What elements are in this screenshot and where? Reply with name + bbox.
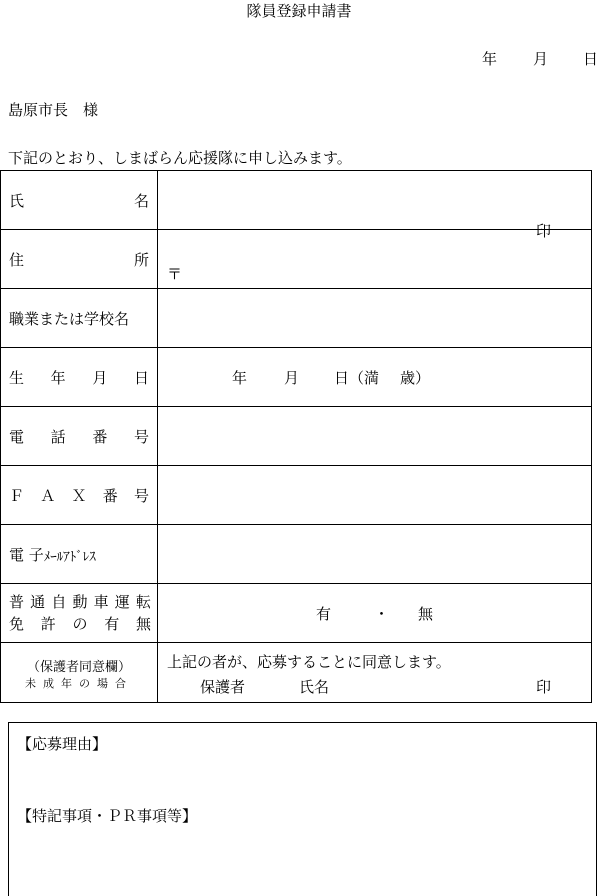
label-phone-char: 番 (92, 427, 108, 446)
field-occupation[interactable] (158, 289, 592, 348)
label-license-line1 (9, 591, 151, 613)
label-fax-char: Ｆ (9, 486, 25, 505)
label-license (1, 584, 158, 643)
label-occupation-text: 職業または学校名 (9, 309, 130, 328)
intro-text: 下記のとおり、しまばらん応援隊に申し込みます。 (8, 149, 352, 167)
label-license-char: 有 (104, 615, 120, 633)
label-license-char: の (72, 615, 88, 633)
label-address-b: 所 (133, 250, 149, 269)
birth-year-label: 年 (232, 368, 248, 387)
label-birth-char: 生 (9, 368, 25, 387)
label-fax (1, 466, 158, 525)
row-occupation (1, 289, 592, 348)
label-guardian-bottom: 未成年の場合 (25, 677, 133, 690)
label-license-line2 (9, 613, 151, 635)
field-guardian[interactable] (158, 643, 592, 703)
seal-mark: 印 (535, 222, 551, 240)
label-birthdate (1, 348, 158, 407)
label-license-char: 免 (9, 615, 25, 633)
label-birth-char: 月 (92, 368, 108, 387)
label-fax-char: 番 (102, 486, 118, 505)
label-name (1, 171, 158, 230)
notes-heading: 【特記事項・ＰＲ事項等】 (17, 807, 198, 825)
field-birthdate[interactable] (158, 348, 592, 407)
guardian-label: 保護者 (200, 678, 246, 696)
postal-mark: 〒 (167, 265, 183, 283)
label-fax-char: 号 (133, 486, 149, 505)
row-phone (1, 407, 592, 466)
license-separator: ・ (373, 604, 389, 623)
row-birthdate (1, 348, 592, 407)
guardian-consent-text: 上記の者が、応募することに同意します。 (167, 653, 451, 671)
label-birth-char: 年 (50, 368, 66, 387)
label-license-char: 動 (72, 593, 88, 611)
row-address (1, 230, 592, 289)
birth-day-age-label: 日（満 (334, 368, 380, 387)
label-occupation (1, 289, 158, 348)
label-license-char: 通 (30, 593, 46, 611)
reason-heading: 【応募理由】 (17, 735, 108, 753)
label-license-char: 車 (93, 593, 109, 611)
date-year-label: 年 (482, 50, 498, 68)
label-license-char: 普 (9, 593, 25, 611)
field-phone[interactable] (158, 407, 592, 466)
row-guardian (1, 643, 592, 703)
label-fax-char: Ｘ (71, 486, 87, 505)
label-license-char: 許 (40, 615, 56, 633)
label-email-b: ﾒｰﾙｱﾄﾞﾚｽ (43, 549, 96, 565)
label-email-a: 電 子 (9, 545, 44, 564)
row-email (1, 525, 592, 584)
label-license-char: 自 (51, 593, 67, 611)
field-license (158, 584, 592, 643)
birth-month-label: 月 (284, 368, 300, 387)
label-name-b: 名 (133, 191, 149, 210)
date-month-label: 月 (533, 50, 549, 68)
reason-box[interactable] (8, 722, 597, 896)
label-license-char: 運 (114, 593, 130, 611)
license-yes-option[interactable]: 有 (315, 604, 331, 623)
field-fax[interactable] (158, 466, 592, 525)
label-phone (1, 407, 158, 466)
label-guardian-top: （保護者同意欄） (26, 660, 131, 675)
label-name-a: 氏 (9, 191, 25, 210)
label-phone-char: 電 (9, 427, 25, 446)
label-phone-char: 話 (50, 427, 66, 446)
application-form-table (0, 170, 592, 703)
label-birth-char: 日 (133, 368, 149, 387)
row-name (1, 171, 592, 230)
label-guardian (1, 643, 158, 703)
license-no-option[interactable]: 無 (417, 604, 433, 623)
label-email (1, 525, 158, 584)
label-address (1, 230, 158, 289)
field-email[interactable] (158, 525, 592, 584)
date-day-label: 日 (583, 50, 598, 68)
label-phone-char: 号 (133, 427, 149, 446)
row-license (1, 584, 592, 643)
addressee: 島原市長 様 (8, 101, 99, 119)
label-license-char: 転 (135, 593, 151, 611)
field-address[interactable] (158, 230, 592, 289)
label-address-a: 住 (9, 250, 25, 269)
page-title: 隊員登録申請書 (246, 2, 352, 20)
row-fax (1, 466, 592, 525)
label-fax-char: Ａ (40, 486, 56, 505)
birth-age-label: 歳） (400, 368, 431, 387)
label-license-char: 無 (135, 615, 151, 633)
guardian-seal-mark: 印 (535, 678, 551, 696)
guardian-name-label: 氏名 (299, 678, 330, 696)
field-name[interactable] (158, 171, 592, 240)
